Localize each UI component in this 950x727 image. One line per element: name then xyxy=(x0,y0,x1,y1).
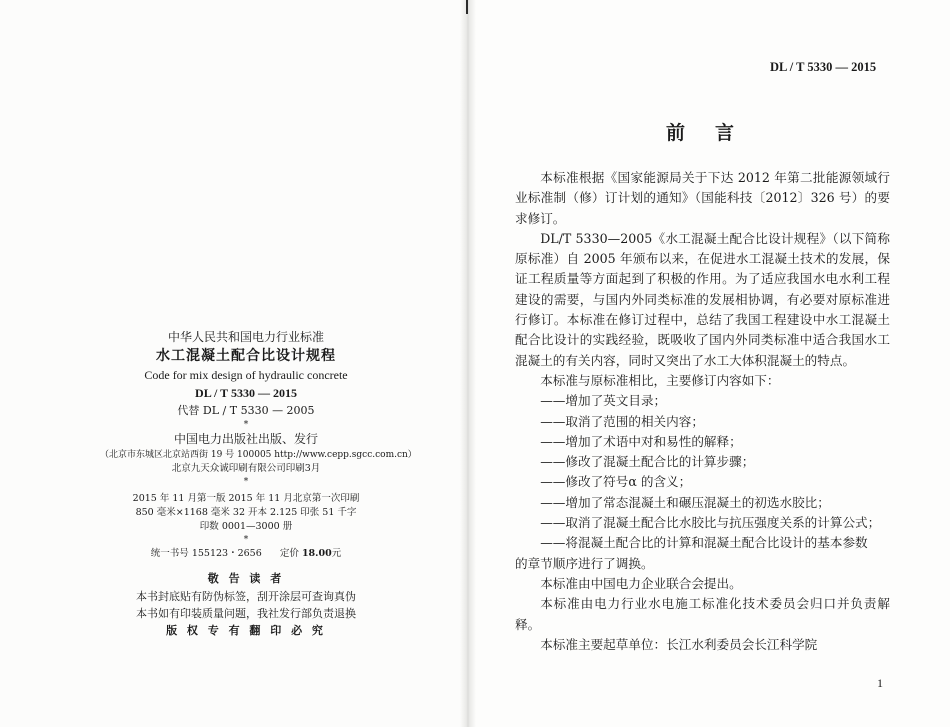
document-code: DL / T 5330 — 2015 xyxy=(770,60,877,74)
left-page-imprint xyxy=(0,0,470,727)
print-run: 印数 0001—3000 册 xyxy=(199,521,293,532)
foreword-title: 前言 xyxy=(665,122,764,144)
change-item: ——取消了范围的相关内容； xyxy=(540,413,704,429)
reader-notice-line: 本书封底贴有防伪标签，刮开涂层可查询真伪 xyxy=(136,590,356,603)
book-gutter xyxy=(460,0,476,727)
reader-notice-title: 敬 告 读 者 xyxy=(207,572,285,585)
paragraph: 本标准根据《国家能源局关于下达 2012 年第二批能源领域行业标准制（修）订计划的通知》（国能科技〔2012〕326 号）的要求修订。 xyxy=(515,170,890,226)
isbn: 统一书号 155123・2656 xyxy=(150,548,262,559)
change-item-continuation: 的章节顺序进行了调换。 xyxy=(515,555,654,571)
publisher: 中国电力出版社出版、发行 xyxy=(173,432,318,446)
change-item: ——修改了混凝土配合比的计算步骤； xyxy=(540,454,755,470)
replaces-standard: 代替 DL / T 5330 — 2005 xyxy=(177,404,315,417)
star-divider: * xyxy=(243,420,249,430)
managed-by: 本标准由电力行业水电施工标准化技术委员会归口并负责解释。 xyxy=(515,596,890,632)
change-item: ——取消了混凝土配合比水胶比与抗压强度关系的计算公式； xyxy=(540,515,881,531)
drafted-by: 本标准主要起草单位：长江水利委员会长江科学院 xyxy=(540,636,818,652)
binding-mark xyxy=(466,0,468,14)
standard-title-en: Code for mix design of hydraulic concrete xyxy=(144,368,348,382)
foreword-body xyxy=(515,168,890,655)
star-divider: * xyxy=(243,535,249,545)
imprint-block xyxy=(100,328,417,640)
format-spec: 850 毫米×1168 毫米 32 开本 2.125 印张 51 千字 xyxy=(135,507,357,518)
standard-series: 中华人民共和国电力行业标准 xyxy=(167,330,324,344)
standard-title-cn: 水工混凝土配合比设计规程 xyxy=(156,348,336,364)
change-item: ——增加了英文目录； xyxy=(540,393,667,409)
price-label: 定价 xyxy=(279,548,299,559)
reader-notice-line: 本书如有印装质量问题，我社发行部负责退换 xyxy=(136,607,356,620)
publisher-address: （北京市东城区北京站西街 19 号 100005 http://www.cepp.sgcc.com.cn） xyxy=(100,450,417,460)
change-item: ——增加了常态混凝土和碾压混凝土的初选水胶比； xyxy=(540,494,830,510)
edition-info: 2015 年 11 月第一版 2015 年 11 月北京第一次印刷 xyxy=(132,493,360,504)
price-value: 18.00 xyxy=(301,548,332,559)
printer: 北京九天众诚印刷有限公司印刷3月 xyxy=(171,463,321,474)
page-number: 1 xyxy=(877,676,883,690)
changes-intro: 本标准与原标准相比，主要修订内容如下： xyxy=(540,372,780,388)
isbn-price-line xyxy=(100,546,392,562)
price-unit: 元 xyxy=(331,548,342,559)
standard-number: DL / T 5330 — 2015 xyxy=(195,386,297,400)
paragraph: DL/T 5330—2005《水工混凝土配合比设计规程》（以下简称原标准）自 2005 年颁布以来，在促进水工混凝土技术的发展，保证工程质量等方面起到了积极的作用。为了适应我国水电水利工程建设的需要，与国内外同类标准的发展相协调，有必要对原标准进行修订。本标准在修订过程中，总结了我国工程建设中水工混凝土配合比设计的实践经验，既吸收了国内外同类标准中适合我国水工混凝土的有关内容，同时又突出了水工大体积混凝土的特点。 xyxy=(515,230,890,368)
change-item: ——将混凝土配合比的计算和混凝土配合比设计的基本参数 xyxy=(540,535,868,551)
copyright-notice: 版 权 专 有 翻 印 必 究 xyxy=(166,624,326,637)
proposed-by: 本标准由中国电力企业联合会提出。 xyxy=(540,575,742,591)
star-divider: * xyxy=(243,477,249,487)
change-item: ——增加了术语中对和易性的解释； xyxy=(540,433,742,449)
change-item: ——修改了符号α 的含义； xyxy=(540,474,692,490)
